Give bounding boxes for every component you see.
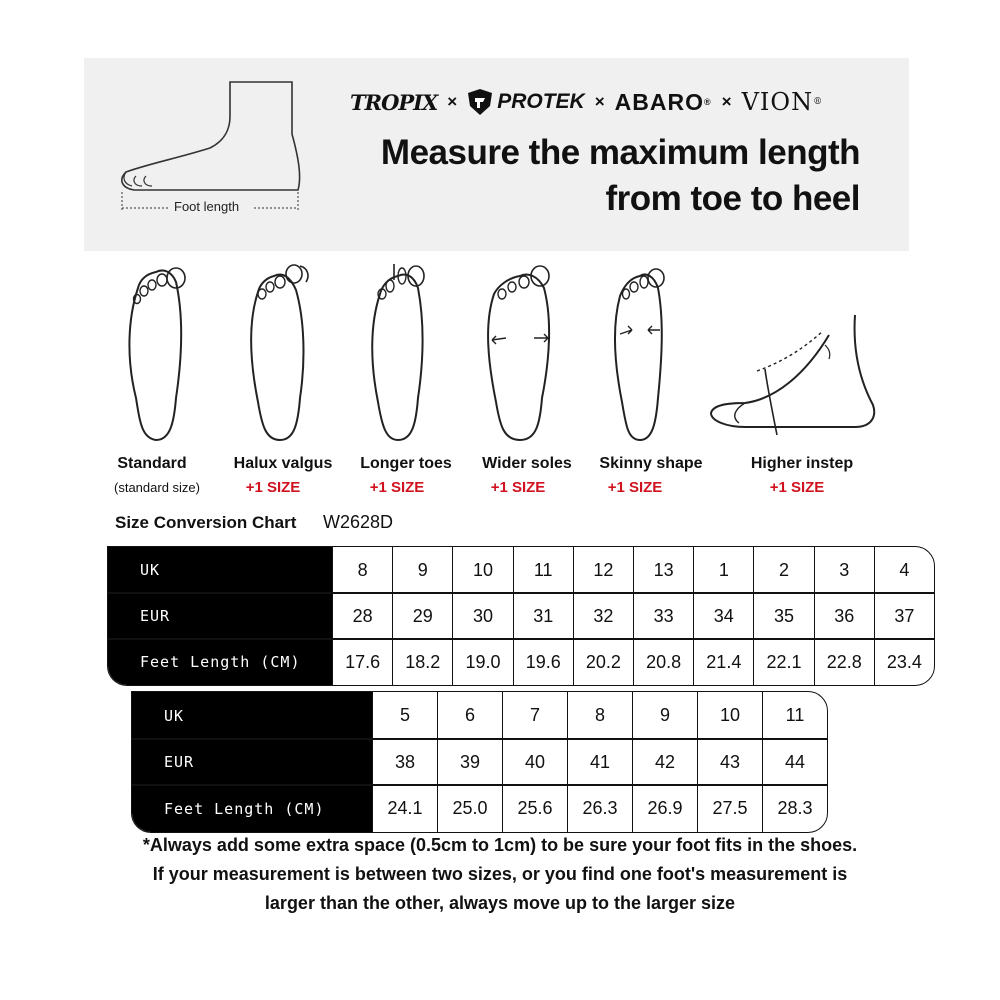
table-cell: 13 (633, 547, 693, 593)
table-cell: 28 (332, 593, 392, 639)
table-row-uk (108, 547, 934, 593)
feet-length-cells (372, 785, 827, 832)
shape-label-halux-valgus: Halux valgus (233, 455, 333, 472)
eur-cells (332, 593, 934, 639)
size-table-2 (131, 691, 828, 833)
foot-higher-instep-icon (705, 305, 885, 445)
table-cell: 31 (513, 593, 573, 639)
foot-outline (122, 82, 300, 190)
sizing-advice-line-3: larger than the other, always move up to the larger size (264, 893, 736, 913)
table-cell: 10 (452, 547, 512, 593)
chart-title: Size Conversion Chart (115, 513, 297, 532)
foot-wider-soles-icon (480, 258, 560, 448)
sizing-advice-line-2: If your measurement is between two sizes, or you find one foot's measurement is (152, 864, 848, 884)
table-cell: 44 (762, 739, 827, 785)
brand-vion: VION ® (741, 88, 824, 116)
table-cell: 42 (632, 739, 697, 785)
brand-row (350, 82, 890, 122)
foot-halux-valgus-icon (240, 258, 316, 448)
table-row-eur (108, 593, 934, 639)
table-cell: 35 (753, 593, 813, 639)
eur-cells (372, 739, 827, 785)
protek-shield-icon (467, 88, 493, 116)
shape-plus-higher-instep: +1 SIZE (769, 479, 825, 496)
shape-label-longer-toes: Longer toes (360, 455, 452, 472)
shape-note-standard: (standard size) (114, 480, 200, 495)
table-cell: 7 (502, 692, 567, 739)
table-cell: 3 (814, 547, 874, 593)
toe-outline (124, 172, 152, 186)
row-label-uk: UK (140, 561, 161, 579)
table-cell: 26.3 (567, 785, 632, 832)
table-cell: 8 (332, 547, 392, 593)
size-table-1 (107, 546, 935, 686)
shape-plus-skinny-shape: +1 SIZE (607, 479, 663, 496)
row-label-eur: EUR (164, 753, 195, 771)
shape-label-wider-soles: Wider soles (482, 455, 572, 472)
table-cell: 2 (753, 547, 813, 593)
brand-protek: PROTEK (467, 88, 585, 116)
table-cell: 18.2 (392, 639, 452, 685)
table-cell: 30 (452, 593, 512, 639)
brand-separator: × (721, 92, 732, 111)
table-cell: 41 (567, 739, 632, 785)
table-cell: 28.3 (762, 785, 827, 832)
table-cell: 25.6 (502, 785, 567, 832)
table-cell: 37 (874, 593, 934, 639)
uk-cells (332, 547, 934, 593)
sizing-advice-line-1: *Always add some extra space (0.5cm to 1cm) to be sure your foot fits in the shoes. (142, 835, 858, 855)
shape-plus-longer-toes: +1 SIZE (369, 479, 425, 496)
table-cell: 38 (372, 739, 437, 785)
shape-label-skinny-shape: Skinny shape (599, 455, 703, 472)
table-cell: 39 (437, 739, 502, 785)
table-cell: 4 (874, 547, 934, 593)
table-row-feet-length (108, 639, 934, 685)
uk-cells (372, 692, 827, 739)
brand-separator: × (447, 92, 458, 111)
table-cell: 19.0 (452, 639, 512, 685)
table-cell: 12 (573, 547, 633, 593)
table-cell: 33 (633, 593, 693, 639)
table-cell: 1 (693, 547, 753, 593)
sizing-advice (0, 831, 1000, 918)
foot-skinny-shape-icon (604, 258, 674, 448)
chart-model-code: W2628D (323, 512, 394, 532)
table-cell: 43 (697, 739, 762, 785)
table-row-uk (132, 692, 827, 739)
foot-length-label: Foot length (174, 199, 240, 214)
row-label-eur: EUR (140, 607, 171, 625)
table-cell: 40 (502, 739, 567, 785)
row-label-uk: UK (164, 706, 185, 725)
table-cell: 5 (372, 692, 437, 739)
table-cell: 32 (573, 593, 633, 639)
table-row-feet-length (132, 785, 827, 832)
brand-separator: × (594, 92, 605, 111)
foot-longer-toes-icon (360, 258, 436, 448)
table-cell: 36 (814, 593, 874, 639)
table-cell: 21.4 (693, 639, 753, 685)
table-cell: 20.2 (573, 639, 633, 685)
table-cell: 19.6 (513, 639, 573, 685)
table-cell: 29 (392, 593, 452, 639)
row-label-feet-length: Feet Length (CM) (164, 799, 325, 818)
shape-label-standard: Standard (117, 455, 187, 472)
table-cell: 27.5 (697, 785, 762, 832)
table-cell: 23.4 (874, 639, 934, 685)
shape-label-higher-instep: Higher instep (750, 455, 854, 472)
table-cell: 22.1 (753, 639, 813, 685)
row-label-feet-length: Feet Length (CM) (140, 653, 301, 671)
table-cell: 9 (632, 692, 697, 739)
brand-abaro: ABARO ® (614, 88, 712, 115)
table-cell: 25.0 (437, 785, 502, 832)
table-cell: 6 (437, 692, 502, 739)
table-cell: 11 (762, 692, 827, 739)
table-cell: 34 (693, 593, 753, 639)
page-headline: Measure the maximum length from toe to heel (380, 133, 860, 218)
table-cell: 17.6 (332, 639, 392, 685)
feet-length-cells (332, 639, 934, 685)
table-cell: 11 (513, 547, 573, 593)
table-cell: 10 (697, 692, 762, 739)
shape-plus-wider-soles: +1 SIZE (490, 479, 546, 496)
table-row-eur (132, 739, 827, 785)
table-cell: 24.1 (372, 785, 437, 832)
foot-standard-icon (118, 258, 194, 448)
table-cell: 20.8 (633, 639, 693, 685)
brand-tropix: TROPIX (350, 89, 438, 115)
table-cell: 8 (567, 692, 632, 739)
table-cell: 9 (392, 547, 452, 593)
shape-plus-halux-valgus: +1 SIZE (245, 479, 301, 496)
table-cell: 22.8 (814, 639, 874, 685)
table-cell: 26.9 (632, 785, 697, 832)
